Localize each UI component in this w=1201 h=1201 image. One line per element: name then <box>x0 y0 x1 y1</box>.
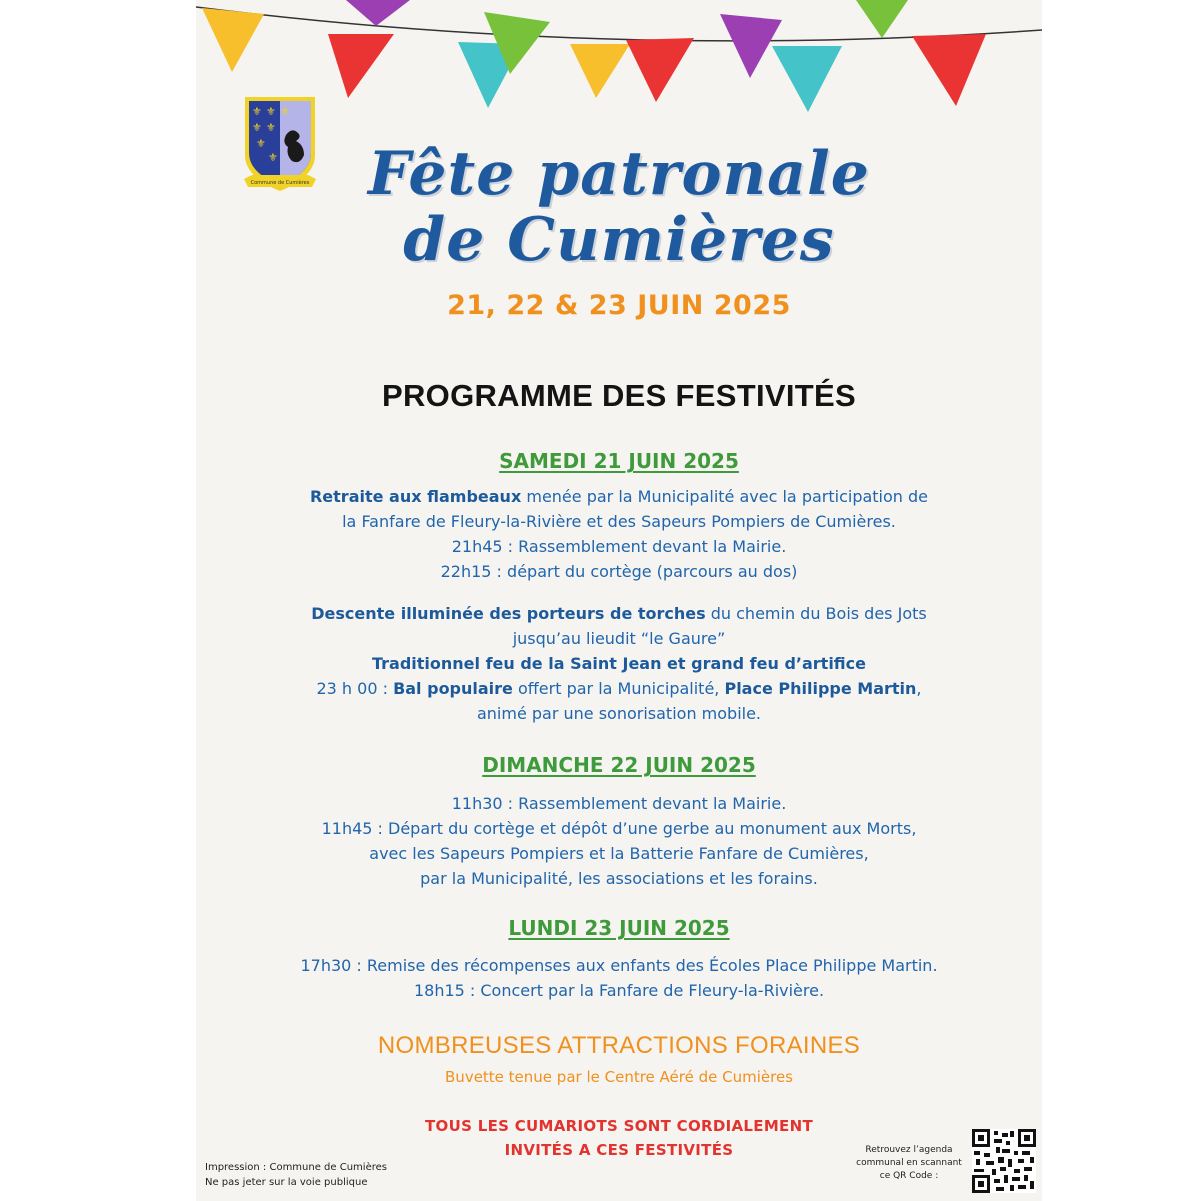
footer-print: Impression : Commune de Cumières <box>205 1162 387 1173</box>
invite-line-1: TOUS LES CUMARIOTS SONT CORDIALEMENT <box>425 1117 813 1135</box>
svg-text:⚜: ⚜ <box>266 105 276 118</box>
footer-notice: Ne pas jeter sur la voie publique <box>205 1177 368 1188</box>
svg-text:⚜: ⚜ <box>252 121 262 134</box>
qr-code-icon[interactable] <box>972 1129 1036 1193</box>
sunday-line-4: par la Municipalité, les associations et les forains. <box>420 869 818 888</box>
monday-line-2: 18h15 : Concert par la Fanfare de Fleury-la-Rivière. <box>413 981 825 1000</box>
sunday-line-2: 11h45 : Départ du cortège et dépôt d’une gerbe au monument aux Morts, <box>321 819 917 838</box>
bunting-flags <box>196 0 1042 120</box>
monday-line-1: 17h30 : Remise des récompenses aux enfants des Écoles Place Philippe Martin. <box>300 956 938 975</box>
bal-time: 23 h 00 : <box>316 679 394 698</box>
saturday-line-4: 22h15 : départ du cortège (parcours au dos) <box>440 562 798 581</box>
sunday-line-3: avec les Sapeurs Pompiers et la Batterie Fanfare de Cumières, <box>369 844 869 863</box>
saturday-line-8 <box>196 679 1042 698</box>
saturday-line-1 <box>196 487 1042 506</box>
qr-caption-1: Retrouvez l’agenda <box>865 1145 953 1155</box>
saturday-line-1-bold: Retraite aux flambeaux <box>309 487 522 506</box>
monday-heading: LUNDI 23 JUIN 2025 <box>508 916 730 940</box>
saturday-line-5 <box>196 604 1042 623</box>
saturday-line-7 <box>196 654 1042 673</box>
invite-line-2: INVITÉS A CES FESTIVITÉS <box>504 1141 734 1159</box>
bal-place: Place Philippe Martin <box>724 679 917 698</box>
festival-dates: 21, 22 & 23 JUIN 2025 <box>447 290 791 321</box>
title-line-2: de Cumières <box>403 205 835 275</box>
saturday-line-5-bold: Descente illuminée des porteurs de torches <box>311 604 706 623</box>
svg-text:⚜: ⚜ <box>252 105 262 118</box>
programme-title: PROGRAMME DES FESTIVITÉS <box>382 378 856 413</box>
poster <box>196 0 1042 1201</box>
bal-comma: , <box>916 679 922 698</box>
saturday-heading: SAMEDI 21 JUIN 2025 <box>499 449 739 473</box>
qr-caption-2: communal en scannant <box>856 1158 962 1168</box>
svg-text:⚜: ⚜ <box>280 105 290 118</box>
saturday-line-7-bold: Traditionnel feu de la Saint Jean et grand feu d’artifice <box>371 654 866 673</box>
svg-text:⚜: ⚜ <box>268 151 278 164</box>
buvette-text: Buvette tenue par le Centre Aéré de Cumières <box>445 1068 793 1086</box>
qr-caption-3: ce QR Code : <box>879 1171 939 1181</box>
sunday-line-1: 11h30 : Rassemblement devant la Mairie. <box>451 794 787 813</box>
saturday-line-2: la Fanfare de Fleury-la-Rivière et des Sapeurs Pompiers de Cumières. <box>342 512 896 531</box>
crest-motto: Commune de Cumières <box>250 180 310 186</box>
bal-offer: offert par la Municipalité, <box>512 679 725 698</box>
saturday-line-3: 21h45 : Rassemblement devant la Mairie. <box>451 537 787 556</box>
saturday-line-5-rest: du chemin du Bois des Jots <box>705 604 927 623</box>
bal-name: Bal populaire <box>393 679 513 698</box>
attractions-heading: NOMBREUSES ATTRACTIONS FORAINES <box>377 1032 861 1059</box>
saturday-line-6: jusqu’au lieudit “le Gaure” <box>512 629 726 648</box>
svg-text:⚜: ⚜ <box>266 121 276 134</box>
saturday-line-9: animé par une sonorisation mobile. <box>476 704 762 723</box>
svg-text:⚜: ⚜ <box>256 137 266 150</box>
sunday-heading: DIMANCHE 22 JUIN 2025 <box>482 753 756 777</box>
title-line-1: Fête patronale <box>368 139 870 209</box>
saturday-line-1-rest: menée par la Municipalité avec la participation de <box>521 487 929 506</box>
